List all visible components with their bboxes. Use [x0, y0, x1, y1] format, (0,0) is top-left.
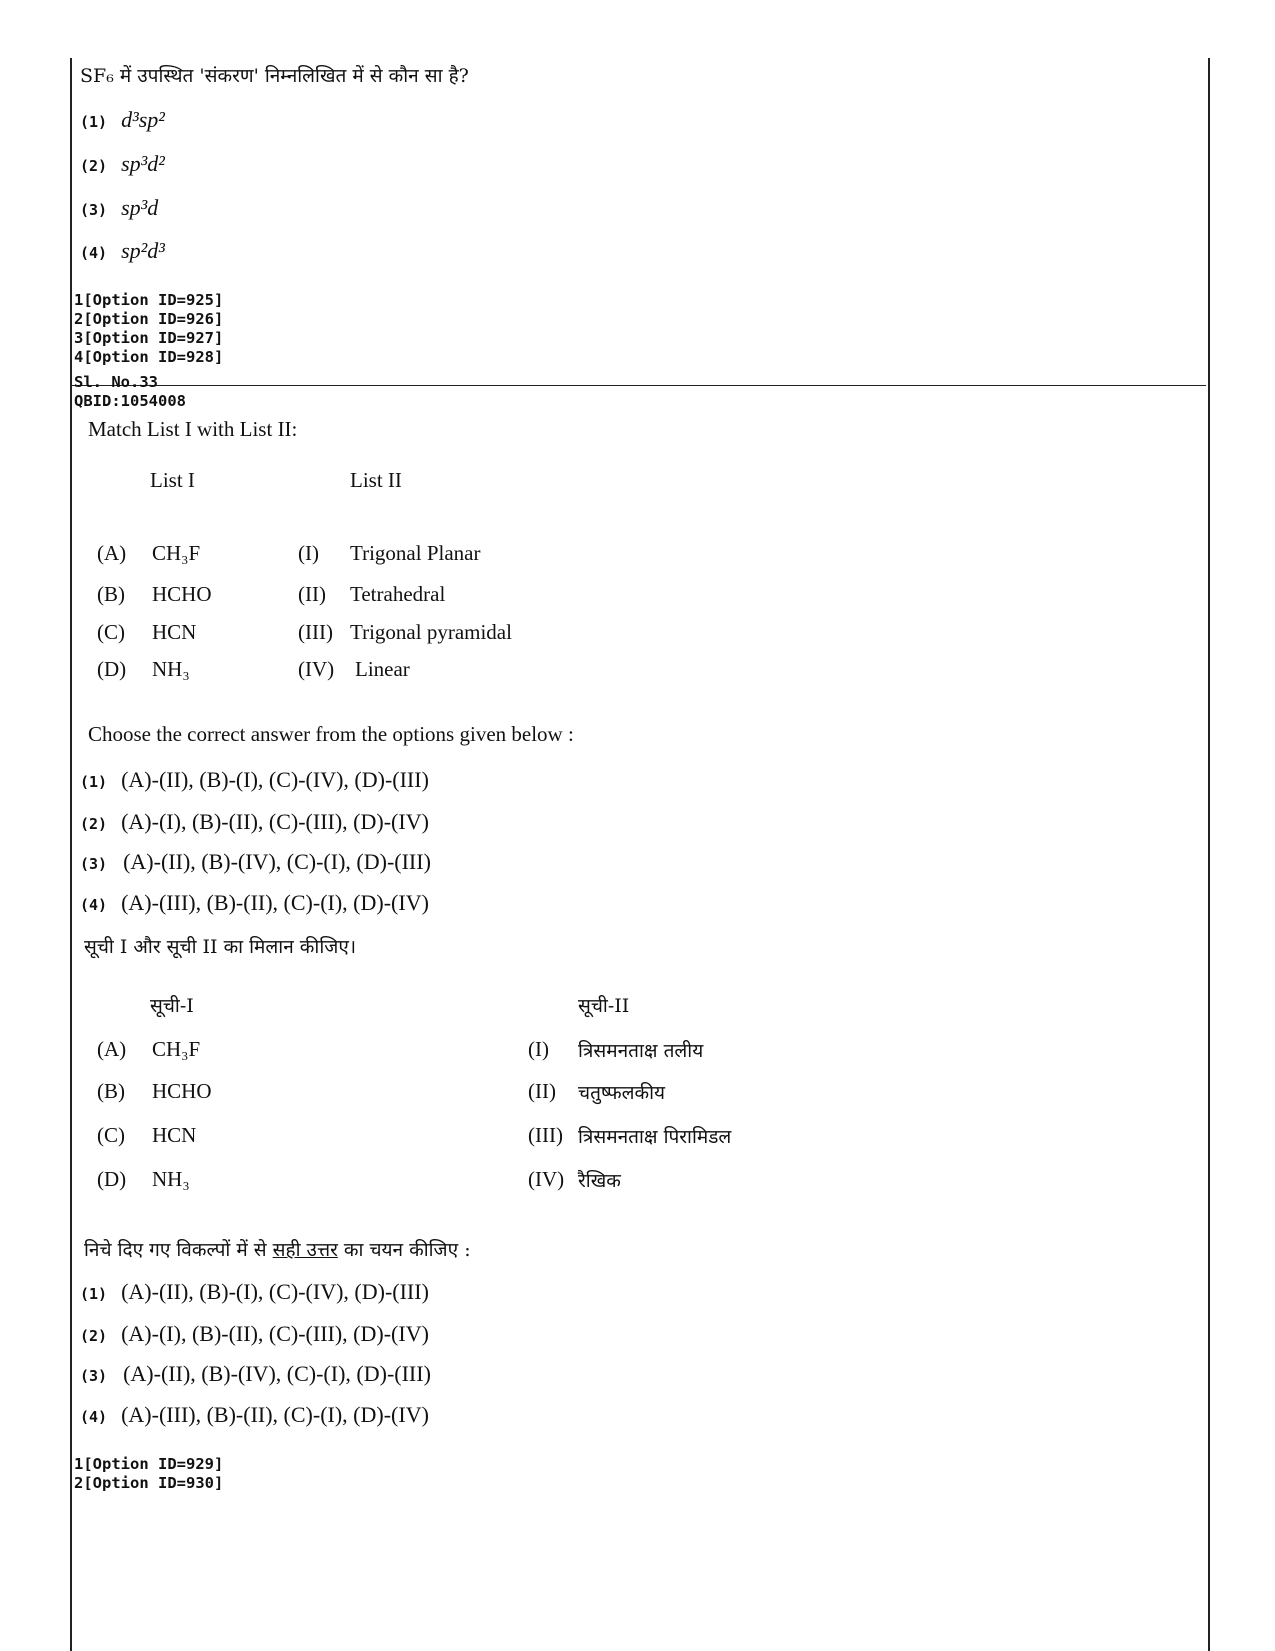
option-text: (A)-(II), (B)-(I), (C)-(IV), (D)-(III): [121, 767, 429, 792]
row-item: NH₃: [152, 657, 190, 681]
option-text: sp³d²: [121, 151, 165, 176]
q33-hi-option-4[interactable]: [80, 1402, 429, 1428]
row-item: HCHO: [152, 582, 212, 606]
row-item: HCN: [152, 1123, 197, 1147]
option-id: 2[Option ID=930]: [74, 1474, 224, 1492]
option-text: (A)-(III), (B)-(II), (C)-(I), (D)-(IV): [121, 1402, 429, 1427]
row-label: (A): [97, 541, 127, 565]
q32-option-1[interactable]: [80, 107, 165, 133]
q33-intro-hi: सूची I और सूची II का मिलान कीजिए।: [84, 936, 357, 958]
row-item: NH₃: [152, 1167, 190, 1191]
option-number: (3): [80, 855, 108, 873]
row-roman: (IV): [528, 1167, 565, 1191]
option-number: (1): [80, 1285, 108, 1303]
row-item: HCN: [152, 620, 197, 644]
option-number: (1): [80, 773, 108, 791]
row-item: CH₃F: [152, 541, 201, 565]
q32-option-2[interactable]: [80, 151, 165, 177]
option-text: (A)-(III), (B)-(II), (C)-(I), (D)-(IV): [121, 890, 429, 915]
option-text: (A)-(II), (B)-(IV), (C)-(I), (D)-(III): [123, 1361, 431, 1386]
row-desc: रैखिक: [578, 1170, 621, 1192]
list2-header-en: List II: [350, 468, 402, 492]
option-text: (A)-(II), (B)-(I), (C)-(IV), (D)-(III): [121, 1279, 429, 1304]
row-label: (C): [97, 620, 125, 644]
row-roman: (I): [298, 541, 319, 565]
q33-hi-option-2[interactable]: [80, 1321, 429, 1347]
row-label: (C): [97, 1123, 125, 1147]
q33-en-option-4[interactable]: [80, 890, 429, 916]
row-item: HCHO: [152, 1079, 212, 1103]
qbid: QBID:1054008: [74, 392, 186, 410]
q33-option-ids: [74, 1455, 223, 1493]
row-roman: (II): [528, 1079, 556, 1103]
option-number: (2): [80, 157, 108, 175]
row-label: (B): [97, 1079, 125, 1103]
option-number: (2): [80, 1327, 108, 1345]
q33-en-option-2[interactable]: [80, 809, 429, 835]
q33-intro-en: Match List I with List II:: [88, 417, 298, 441]
option-id: 3[Option ID=927]: [74, 329, 224, 347]
row-label: (A): [97, 1037, 127, 1061]
row-desc: त्रिसमनताक्ष पिरामिडल: [578, 1126, 732, 1148]
row-label: (B): [97, 582, 125, 606]
row-label: (D): [97, 1167, 127, 1191]
choose-instruction-en: Choose the correct answer from the options given below :: [88, 722, 574, 746]
row-label: (D): [97, 657, 127, 681]
list2-header-hi: सूची-II: [578, 995, 630, 1017]
option-text: sp³d: [121, 195, 159, 220]
option-number: (2): [80, 815, 108, 833]
option-number: (1): [80, 113, 108, 131]
q33-en-option-1[interactable]: [80, 767, 429, 793]
list1-header-hi: सूची-I: [150, 995, 194, 1017]
row-roman: (I): [528, 1037, 549, 1061]
option-id: 2[Option ID=926]: [74, 310, 224, 328]
option-id: 1[Option ID=925]: [74, 291, 224, 309]
row-desc: चतुष्फलकीय: [578, 1082, 666, 1104]
choose-post: का चयन कीजिए :: [337, 1239, 471, 1261]
q33-en-option-3[interactable]: [80, 849, 431, 875]
question-32-text: SF₆ में उपस्थित 'संकरण' निम्नलिखित में से कौन सा है?: [80, 65, 469, 87]
option-text: d³sp²: [121, 107, 165, 132]
option-number: (4): [80, 1408, 108, 1426]
option-text: sp²d³: [121, 238, 165, 263]
q33-hi-option-1[interactable]: [80, 1279, 429, 1305]
option-number: (4): [80, 896, 108, 914]
q32-option-3[interactable]: [80, 195, 158, 221]
q32-option-4[interactable]: [80, 238, 165, 264]
row-desc: Linear: [355, 657, 410, 681]
row-roman: (II): [298, 582, 326, 606]
row-desc: त्रिसमनताक्ष तलीय: [578, 1040, 704, 1062]
row-roman: (IV): [298, 657, 335, 681]
q33-hi-option-3[interactable]: [80, 1361, 431, 1387]
option-text: (A)-(II), (B)-(IV), (C)-(I), (D)-(III): [123, 849, 431, 874]
choose-underlined: सही उत्तर: [272, 1239, 338, 1261]
option-id: 4[Option ID=928]: [74, 348, 224, 366]
question-separator: [72, 385, 1206, 386]
choose-instruction-hi: [84, 1236, 471, 1262]
option-number: (4): [80, 244, 108, 262]
row-roman: (III): [298, 620, 333, 644]
row-item: CH₃F: [152, 1037, 201, 1061]
row-roman: (III): [528, 1123, 563, 1147]
serial-number: Sl. No.33: [74, 373, 158, 391]
choose-pre: निचे दिए गए विकल्पों में से: [84, 1239, 273, 1261]
option-id: 1[Option ID=929]: [74, 1455, 224, 1473]
row-desc: Trigonal pyramidal: [350, 620, 512, 644]
list1-header-en: List I: [150, 468, 195, 492]
option-text: (A)-(I), (B)-(II), (C)-(III), (D)-(IV): [121, 809, 429, 834]
option-number: (3): [80, 201, 108, 219]
row-desc: Trigonal Planar: [350, 541, 481, 565]
q32-option-ids: [74, 291, 223, 367]
option-text: (A)-(I), (B)-(II), (C)-(III), (D)-(IV): [121, 1321, 429, 1346]
q33-header: [74, 373, 186, 411]
row-desc: Tetrahedral: [350, 582, 446, 606]
option-number: (3): [80, 1367, 108, 1385]
